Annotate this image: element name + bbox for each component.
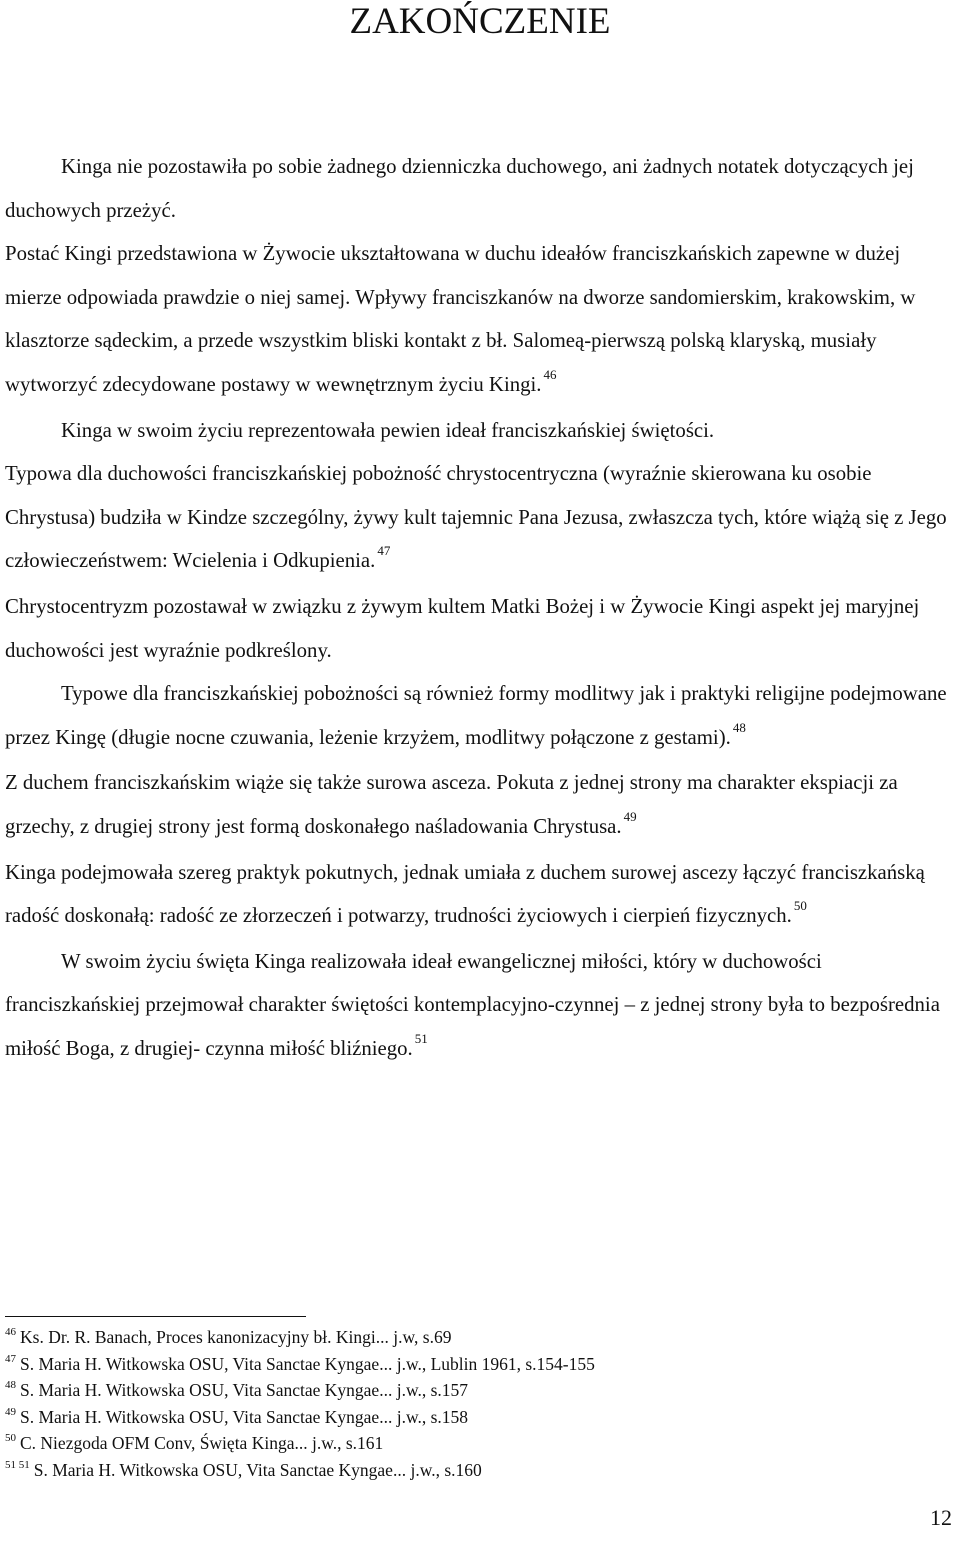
footnote-text: S. Maria H. Witkowska OSU, Vita Sanctae Kyngae... j.w., Lublin 1961, s.154-155	[20, 1353, 595, 1374]
footnote-number: 51 51	[5, 1458, 30, 1471]
paragraph-7-text: Z duchem franciszkańskim wiąże się także surowa asceza. Pokuta z jednej strony ma charakter ekspiacji za grzechy, z drugiej strony jest formą doskonałego naśladowania Chrystusa.	[5, 771, 898, 838]
footnote-text: S. Maria H. Witkowska OSU, Vita Sanctae Kyngae... j.w., s.160	[33, 1459, 482, 1480]
paragraph-8	[5, 851, 956, 940]
footnote-text: Ks. Dr. R. Banach, Proces kanonizacyjny bł. Kingi... j.w, s.69	[20, 1327, 452, 1347]
footnote-ref-50[interactable]: 50	[793, 898, 807, 914]
footnote-number: 49	[5, 1405, 16, 1418]
paragraph-9-text: W swoim życiu święta Kinga realizowała ideał ewangelicznej miłości, który w duchowości franciszkańskiej przejmował charakter świętości kontemplacyjno-czynnej – z jednej strony była to bezpośrednia miłość Boga, z drugiej- czynna miłość bliźniego.	[5, 949, 940, 1060]
paragraph-4	[5, 452, 956, 585]
footnote-text: C. Niezgoda OFM Conv, Święta Kinga... j.w., s.161	[20, 1433, 384, 1454]
paragraph-8-text: Kinga podejmowała szereg praktyk pokutnych, jednak umiała z duchem surowej ascezy łączyć franciszkańską radość doskonałą: radość ze złorzeczeń i potwarzy, trudności życiowych i cierpień fizycznych.	[5, 860, 925, 928]
footnote-47	[5, 1353, 945, 1380]
footnote-ref-51[interactable]: 51	[414, 1030, 428, 1046]
footnote-number: 47	[5, 1352, 16, 1365]
footnote-number: 48	[5, 1379, 16, 1392]
page-title: ZAKOŃCZENIE	[349, 1, 611, 42]
paragraph-2	[5, 232, 956, 408]
paragraph-3-text: Kinga w swoim życiu reprezentowała pewien ideał franciszkańskiej świętości.	[61, 418, 715, 442]
footnote-48	[5, 1379, 945, 1406]
footnote-50	[5, 1432, 945, 1459]
footnote-46	[5, 1326, 945, 1353]
paragraph-4-text: Typowa dla duchowości franciszkańskiej pobożność chrystocentryczna (wyraźnie skierowana ku osobie Chrystusa) budziła w Kindze szczególny, żywy kult tajemnic Pana Jezusa, zwłaszcza tych, które wiążą się z Jego człowieczeństwem: Wcielenia i Odkupienia.	[5, 462, 947, 573]
footnote-ref-49[interactable]: 49	[623, 808, 637, 824]
paragraph-6-text: Typowe dla franciszkańskiej pobożności są również formy modlitwy jak i praktyki religijne podejmowane przez Kingę (długie nocne czuwania, leżenie krzyżem, modlitwy połączone z gestami).	[5, 682, 947, 749]
paragraph-5	[5, 585, 956, 672]
footnote-ref-48[interactable]: 48	[732, 719, 746, 735]
footnote-ref-47[interactable]: 47	[377, 543, 391, 559]
footnote-number: 50	[5, 1432, 16, 1445]
footnote-number: 46	[5, 1326, 16, 1338]
footnote-text: S. Maria H. Witkowska OSU, Vita Sanctae Kyngae... j.w., s.157	[20, 1380, 469, 1401]
paragraph-1	[5, 145, 956, 232]
page-number: 12	[930, 1505, 952, 1530]
paragraph-5-text: Chrystocentryzm pozostawał w związku z żywym kultem Matki Bożej i w Żywocie Kingi aspekt jej maryjnej duchowości jest wyraźnie podkreślony.	[5, 594, 920, 662]
paragraph-6	[5, 672, 956, 761]
paragraph-9	[5, 940, 956, 1073]
footnotes	[5, 1326, 945, 1486]
footnote-51	[5, 1459, 945, 1486]
paragraph-1-text: Kinga nie pozostawiła po sobie żadnego dzienniczka duchowego, ani żadnych notatek dotyczących jej duchowych przeżyć.	[5, 155, 914, 222]
body-text	[5, 145, 956, 1072]
footnote-49	[5, 1406, 945, 1433]
paragraph-2-text: Postać Kingi przedstawiona w Żywocie ukształtowana w duchu ideałów franciszkańskich zapewne w dużej mierze odpowiada prawdzie o niej samej. Wpływy franciszkanów na dworze sandomierskim, krakowskim, w klasztorze sądeckim, a przede wszystkim bliski kontakt z bł. Salomeą-pierwszą polską klaryską, musiały wytworzyć zdecydowane postawy w wewnętrznym życiu Kingi.	[5, 242, 916, 396]
footnote-divider	[5, 1316, 306, 1317]
footnote-ref-46[interactable]: 46	[543, 366, 557, 382]
footnote-text: S. Maria H. Witkowska OSU, Vita Sanctae Kyngae... j.w., s.158	[20, 1406, 469, 1427]
paragraph-7	[5, 761, 956, 850]
paragraph-3	[5, 409, 956, 453]
